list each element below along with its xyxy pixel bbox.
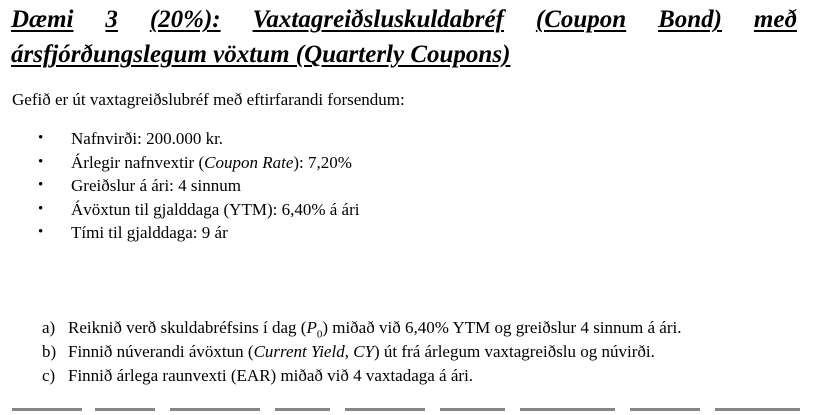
list-item — [38, 221, 359, 245]
heading-word: (Coupon — [535, 6, 627, 33]
list-item-text: Greiðslur á ári: 4 sinnum — [71, 176, 241, 195]
list-item — [38, 174, 359, 198]
bullet-icon: • — [38, 130, 44, 146]
question-text-italic: Current Yield, CY — [253, 342, 374, 361]
intro-paragraph: Gefið er út vaxtagreiðslubréf með eftirfarandi forsendum: — [12, 90, 405, 109]
question-a — [42, 316, 681, 340]
questions-list — [42, 316, 681, 388]
list-item — [38, 127, 359, 151]
bullet-icon: • — [38, 177, 44, 193]
heading-word: 3 — [105, 6, 118, 33]
question-text-post: ) út frá árlegum vaxtagreiðslu og núvirði. — [374, 342, 655, 361]
price-subscript: 0 — [316, 328, 323, 341]
heading-word: (20%): — [149, 6, 221, 33]
heading-line-2: ársfjórðungslegum vöxtum (Quarterly Coupons) — [11, 41, 511, 68]
list-item-text-post: ): 7,20% — [293, 152, 352, 172]
question-b — [42, 340, 681, 364]
exercise-heading — [11, 2, 797, 72]
question-text: Finnið árlega raunvexti (EAR) miðað við 4 vaxtadaga á ári. — [68, 366, 474, 385]
question-text-pre: Finnið núverandi ávöxtun ( — [68, 342, 254, 361]
bullet-icon: • — [38, 153, 44, 170]
question-text-post: ) miðað við 6,40% YTM og greiðslur 4 sinnum á ári. — [322, 318, 682, 337]
heading-word: Dæmi — [11, 6, 74, 33]
heading-line-1 — [11, 2, 797, 37]
question-letter: a) — [42, 318, 56, 337]
cut-off-next-line — [0, 408, 820, 415]
heading-word: Bond) — [658, 6, 722, 33]
heading-word: Vaxtagreiðsluskuldabréf — [252, 6, 504, 33]
list-item-text: Ávöxtun til gjalddaga (YTM): 6,40% á ári — [71, 199, 360, 219]
list-item-text-pre: Árlegir nafnvextir ( — [71, 152, 205, 172]
list-item — [38, 198, 359, 222]
bullet-icon: • — [38, 200, 44, 217]
heading-word: með — [753, 6, 797, 33]
question-text-pre: Reiknið verð skuldabréfsins í dag ( — [68, 318, 307, 337]
list-item — [38, 151, 359, 175]
list-item-text: Nafnvirði: 200.000 kr. — [71, 129, 224, 148]
bullet-icon: • — [38, 224, 44, 240]
list-item-text-italic: Coupon Rate — [204, 152, 294, 172]
list-item-text: Tími til gjalddaga: 9 ár — [71, 223, 228, 242]
question-c — [42, 364, 681, 388]
question-letter: c) — [42, 366, 56, 385]
assumptions-list — [38, 127, 359, 245]
question-letter: b) — [42, 342, 57, 361]
price-symbol: P — [306, 318, 317, 337]
